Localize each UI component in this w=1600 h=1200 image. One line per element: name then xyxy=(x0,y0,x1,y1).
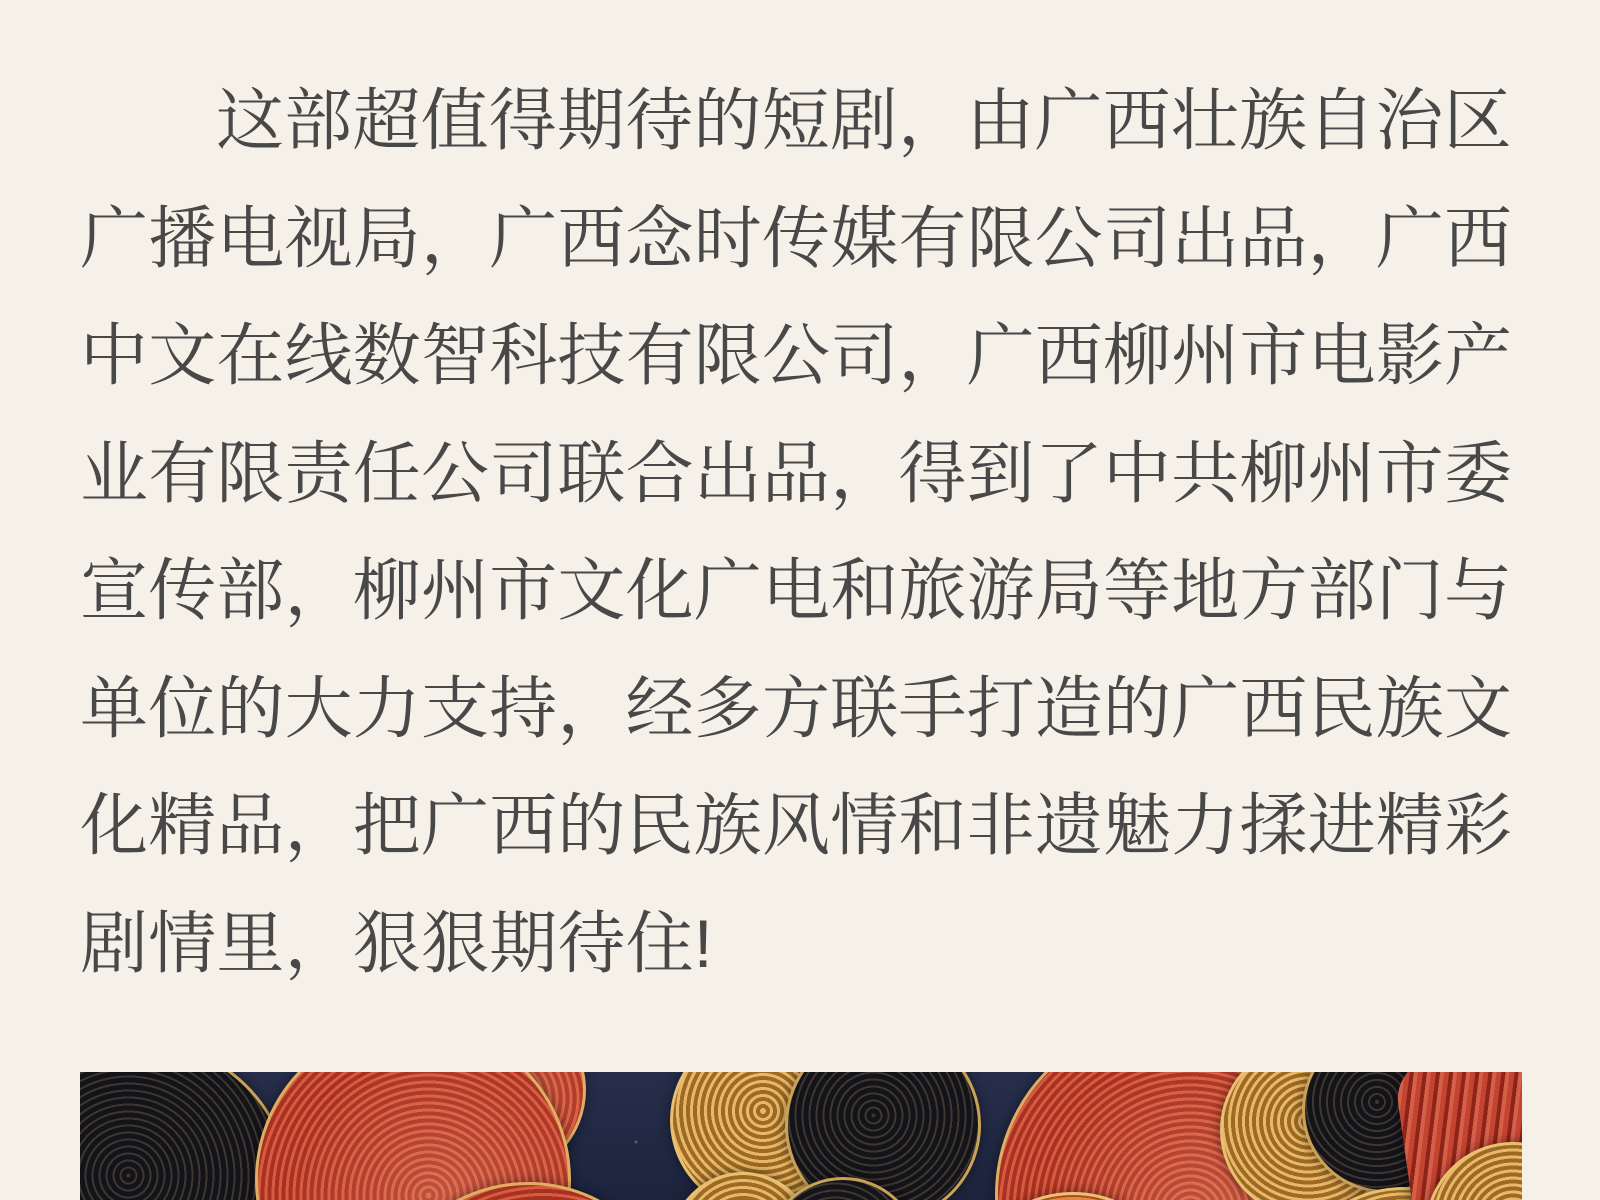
artwork-image xyxy=(80,1072,1522,1200)
article-paragraph xyxy=(80,63,1516,1003)
paragraph-line: 宣传部，柳州市文化广电和旅游局等地方部门与 xyxy=(80,553,1513,629)
coil-shape xyxy=(785,1072,981,1200)
paragraph-line: 这部超值得期待的短剧，由广西壮族自治区 xyxy=(216,83,1512,159)
paragraph-line: 中文在线数智科技有限公司，广西柳州市电影产 xyxy=(80,318,1513,394)
paragraph-line: 单位的大力支持，经多方联手打造的广西民族文 xyxy=(80,670,1513,747)
paragraph-line: 业有限责任公司联合出品，得到了中共柳州市委 xyxy=(80,435,1513,512)
paragraph-line: 剧情里，狠狠期待住! xyxy=(80,905,713,982)
paragraph-line: 化精品，把广西的民族风情和非遗魅力揉进精彩 xyxy=(80,788,1513,864)
coil-shape xyxy=(255,1072,571,1200)
paragraph-line: 广播电视局，广西念时传媒有限公司出品，广西 xyxy=(80,200,1513,277)
